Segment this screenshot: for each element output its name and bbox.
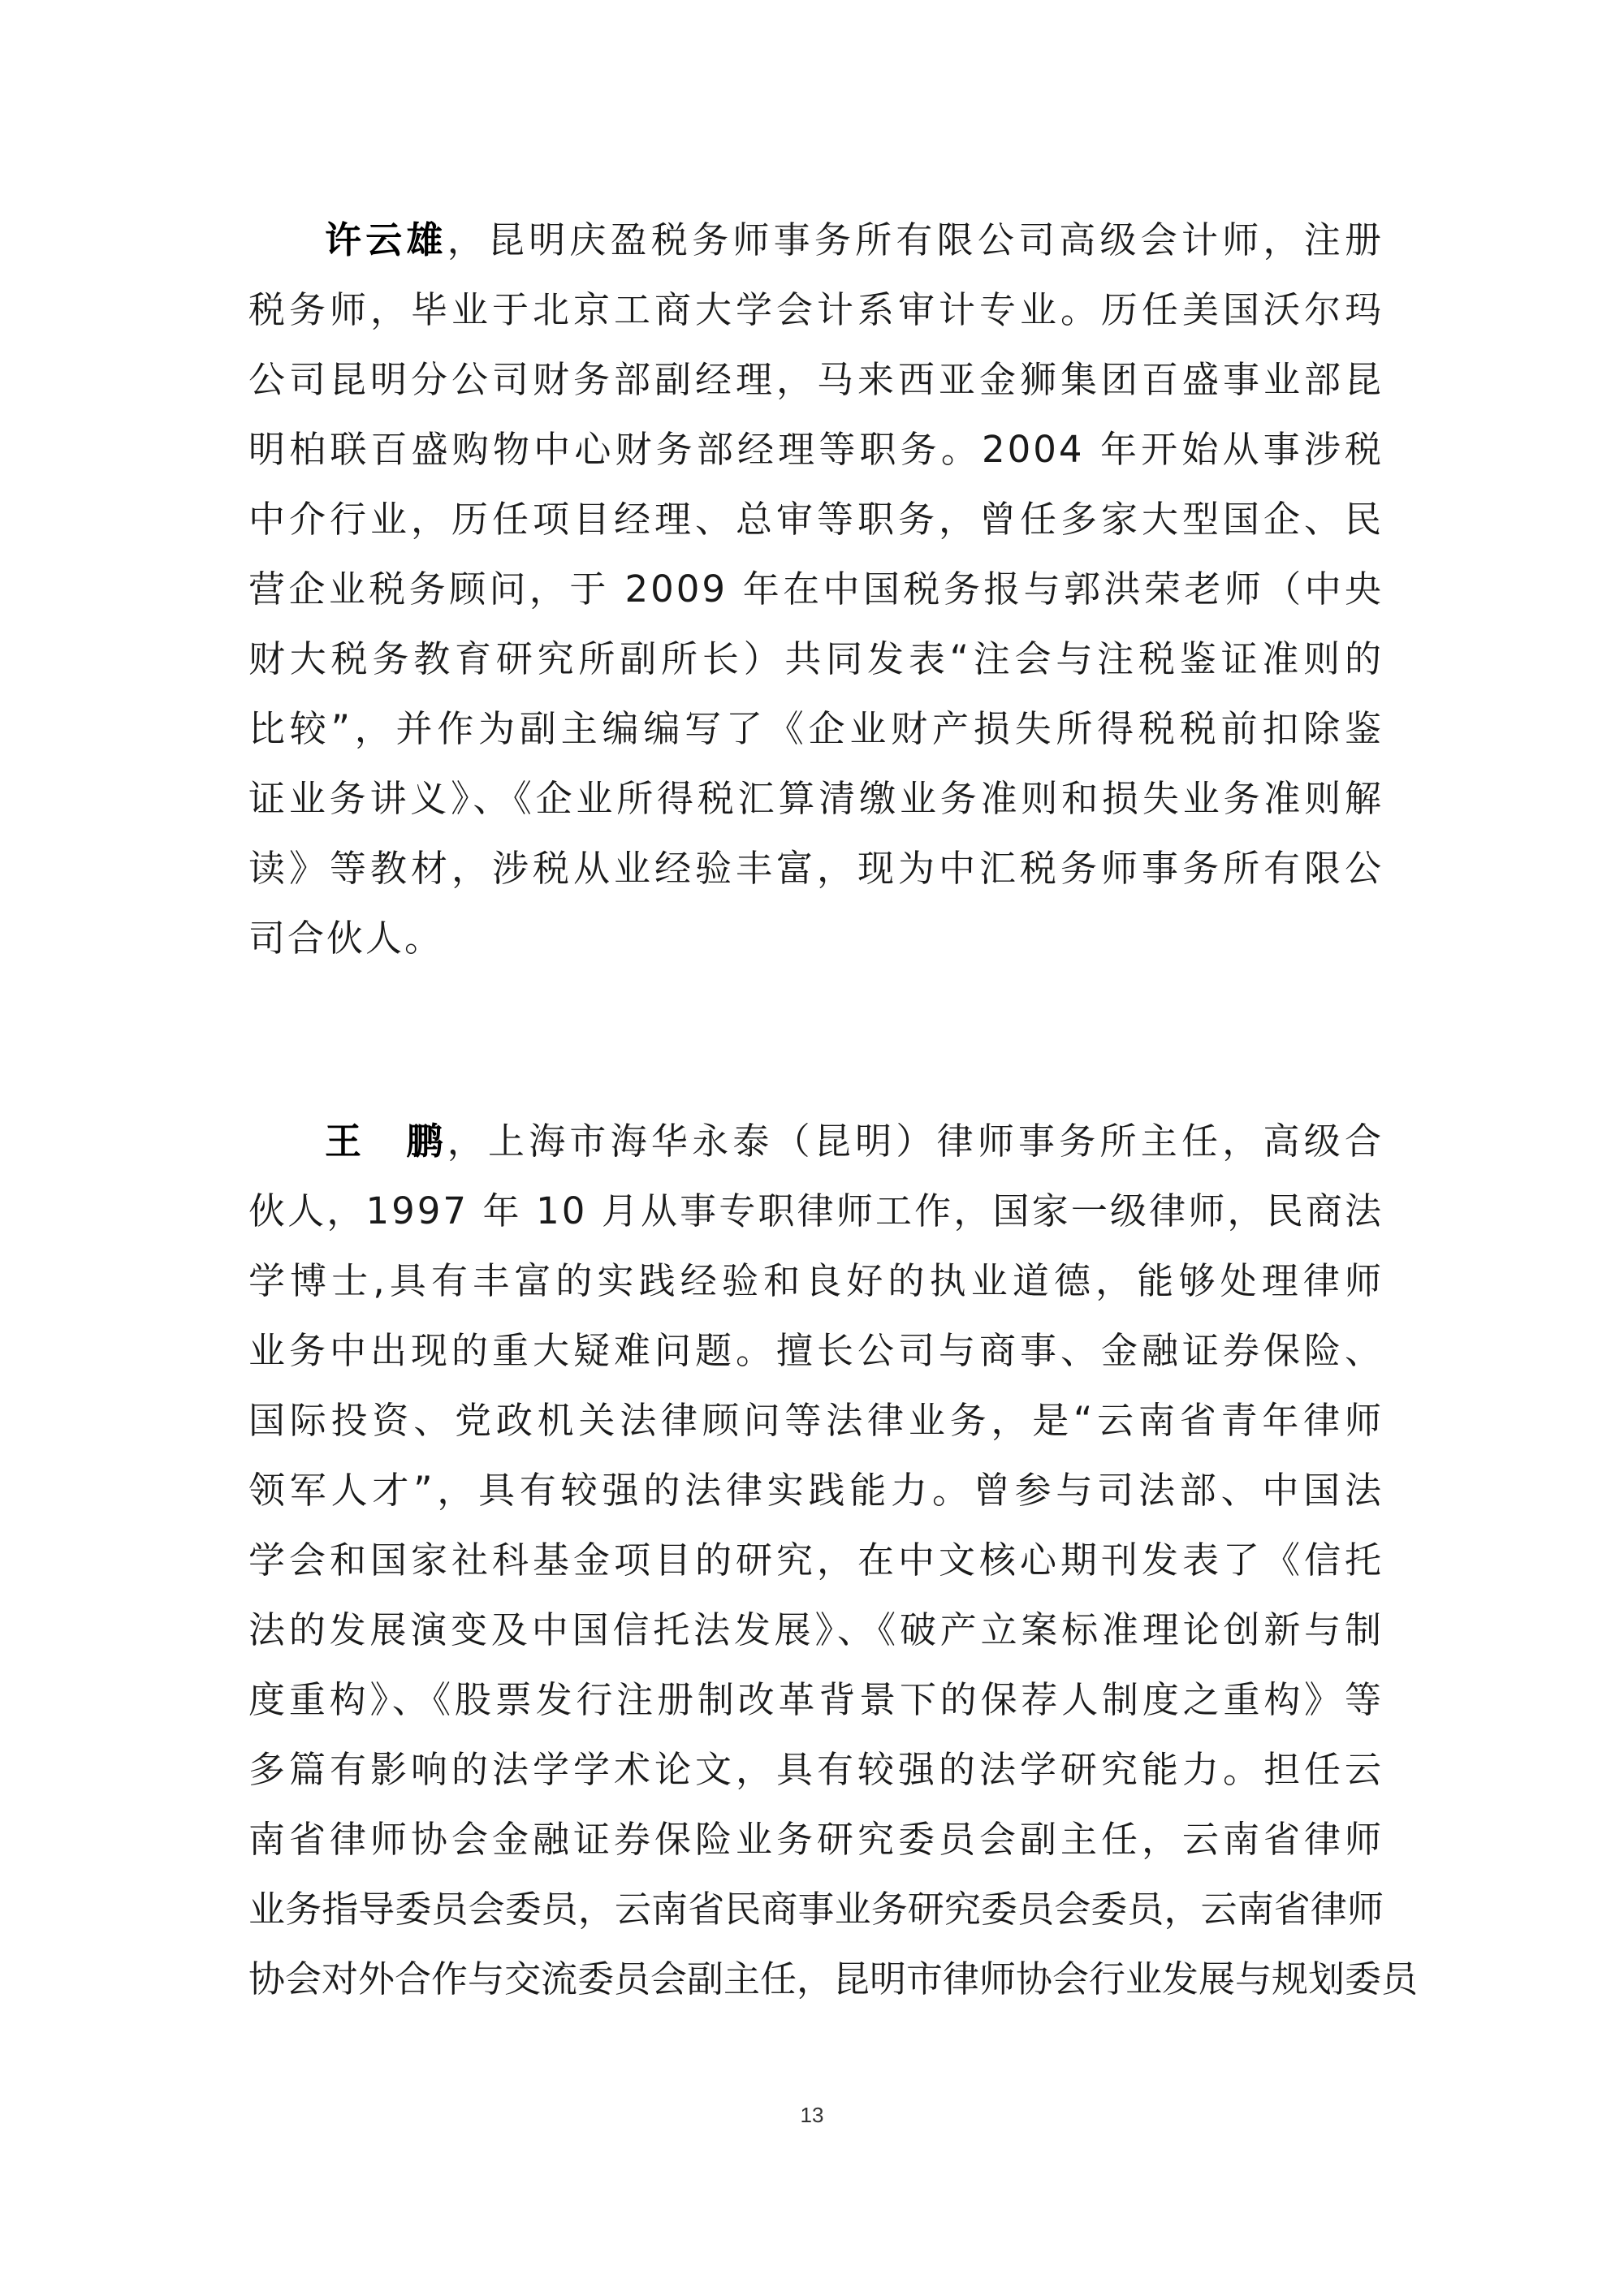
bio-line: 学博士,具有丰富的实践经验和良好的执业道德，能够处理律师 [248, 1259, 1384, 1302]
bio-line: 领军人才”，具有较强的法律实践能力。曾参与司法部、中国法 [248, 1469, 1384, 1512]
person-name: 王 鹏 [325, 1120, 447, 1163]
bio-line: 协会对外合作与交流委员会副主任，昆明市律师协会行业发展与规划委员 [248, 1957, 1419, 2000]
bio-line: 读》等教材，涉税从业经验丰富，现为中汇税务师事务所有限公 [248, 847, 1384, 890]
bio-line: 公司昆明分公司财务部副经理，马来西亚金狮集团百盛事业部昆 [248, 358, 1384, 401]
bio-line: 司合伙人。 [248, 917, 444, 960]
bio-line: 伙人，1997 年 10 月从事专职律师工作，国家一级律师，民商法 [248, 1189, 1384, 1232]
bio-line: 学会和国家社科基金项目的研究，在中文核心期刊发表了《信托 [248, 1539, 1384, 1582]
bio-line: 营企业税务顾问，于 2009 年在中国税务报与郭洪荣老师（中央 [248, 568, 1384, 611]
bio-xu-yunxiong [248, 216, 1384, 995]
bio-line: 业务指导委员会委员，云南省民商事业务研究委员会委员，云南省律师 [248, 1888, 1384, 1931]
person-name: 许云雄 [325, 218, 447, 261]
bio-line: 法的发展演变及中国信托法发展》、《破产立案标准理论创新与制 [248, 1608, 1384, 1651]
bio-line: 度重构》、《股票发行注册制改革背景下的保荐人制度之重构》等 [248, 1678, 1384, 1721]
page-number: 13 [800, 2103, 824, 2127]
bio-line: 财大税务教育研究所副所长）共同发表“注会与注税鉴证准则的 [248, 637, 1384, 680]
bio-wang-peng [248, 1117, 1419, 2035]
bio-line: 国际投资、党政机关法律顾问等法律业务，是“云南省青年律师 [248, 1399, 1384, 1442]
bio-line: 许云雄，昆明庆盈税务师事务所有限公司高级会计师，注册 [325, 218, 1384, 261]
bio-line: 南省律师协会金融证券保险业务研究委员会副主任，云南省律师 [248, 1818, 1384, 1861]
bio-line: 业务中出现的重大疑难问题。擅长公司与商事、金融证券保险、 [248, 1329, 1384, 1372]
bio-line: 多篇有影响的法学学术论文，具有较强的法学研究能力。担任云 [248, 1748, 1384, 1791]
bio-line: 比较”，并作为副主编编写了《企业财产损失所得税税前扣除鉴 [248, 707, 1384, 750]
bio-line: 证业务讲义》、《企业所得税汇算清缴业务准则和损失业务准则解 [248, 777, 1384, 820]
bio-line: 王 鹏，上海市海华永泰（昆明）律师事务所主任，高级合 [325, 1120, 1384, 1163]
bio-line: 明柏联百盛购物中心财务部经理等职务。2004 年开始从事涉税 [248, 428, 1384, 471]
bio-line: 中介行业，历任项目经理、总审等职务，曾任多家大型国企、民 [248, 498, 1384, 541]
bio-line: 税务师，毕业于北京工商大学会计系审计专业。历任美国沃尔玛 [248, 288, 1384, 331]
